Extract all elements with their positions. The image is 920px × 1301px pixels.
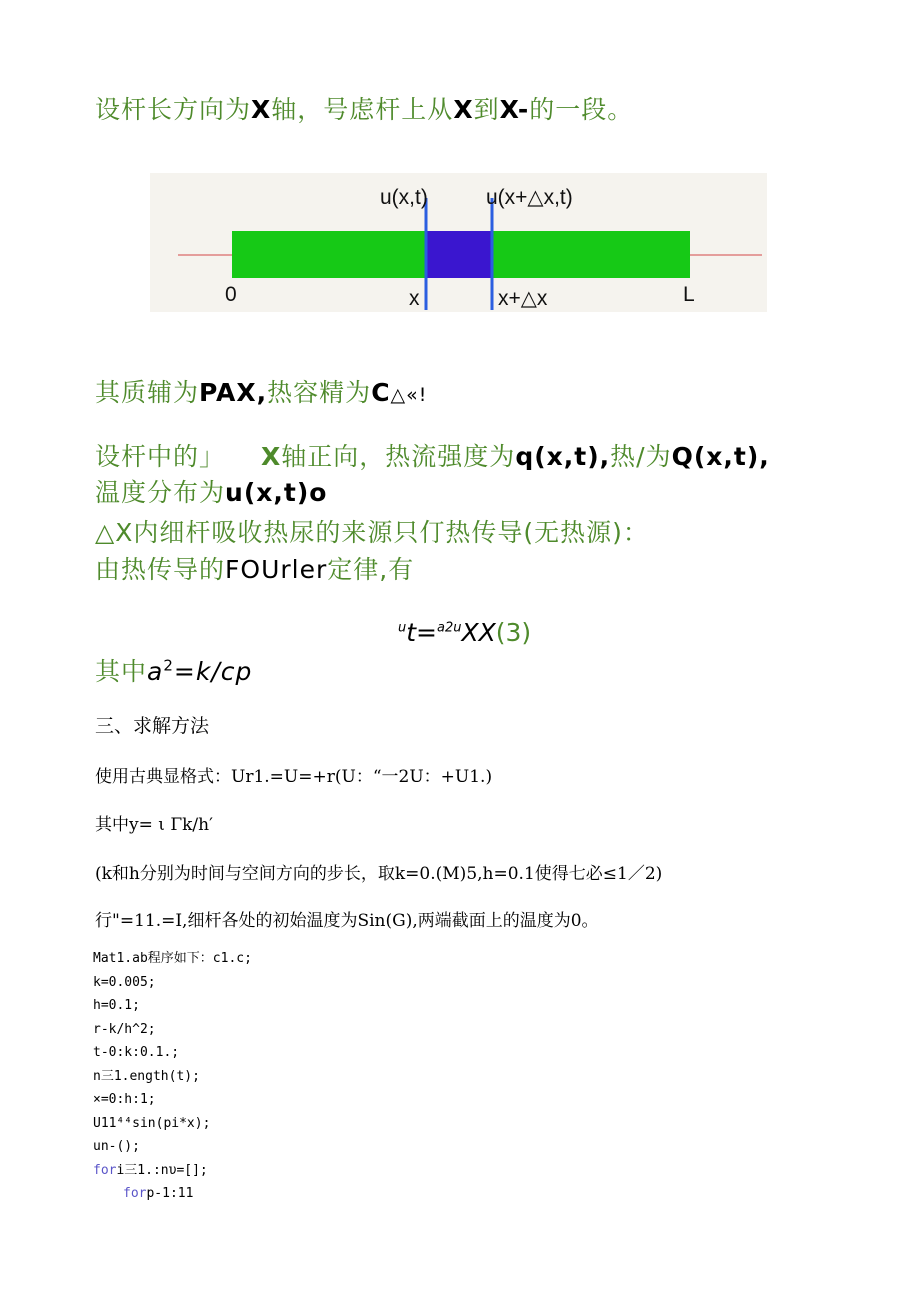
heat-flux-line: 设杆中的」 X轴正向，热流强度为q(x,t),热/为Q(x,t),: [95, 442, 770, 471]
section-title: 三、求解方法: [95, 715, 210, 737]
code-line: fori三1.:nυ=[];: [93, 1162, 208, 1178]
matlab-code: [93, 947, 252, 1206]
temperature-line: 温度分布为u(x,t)o: [95, 478, 328, 507]
code-line: n三1.ength(t);: [93, 1068, 200, 1084]
tick-0: 0: [225, 283, 237, 306]
code-line: un-();: [93, 1139, 140, 1154]
label-u-x-t: u(x,t): [380, 186, 428, 209]
mass-line: 其质辅为PAX,热容精为C△«!: [95, 378, 428, 407]
tick-x-plus-dx: x+△x: [498, 287, 548, 310]
code-line: Mat1.ab程序如下：c1.c;: [93, 951, 252, 966]
step-note-text: (k和h分别为时间与空间方向的步长，取k=0.(M)5,h=0.1使得七必≤1／2): [95, 864, 663, 884]
keyword-for: for: [93, 1162, 117, 1178]
tick-x: x: [409, 287, 420, 310]
code-line: t-0:k:0.1.;: [93, 1045, 180, 1060]
intro-line: 设杆长方向为X轴，号虑杆上从X到X-的一段。: [95, 95, 634, 124]
where-r-text: 其中y= ι Γk∕h′: [95, 815, 213, 835]
fourier-line: 由热传导的FOUrler定律,有: [95, 555, 415, 584]
code-line: ×=0:h:1;: [93, 1092, 156, 1107]
code-line: forp-1:11: [123, 1186, 194, 1201]
initial-condition-text: 行"=11.=I,细杆各处的初始温度为Sin(G),两端截面上的温度为0。: [95, 911, 599, 931]
keyword-for: for: [123, 1186, 147, 1201]
rod-segment: [426, 231, 492, 278]
code-line: r-k/h^2;: [93, 1021, 156, 1037]
heat-source-line: △X内细杆吸收热尿的来源只仃热传导(无热源)：: [95, 518, 649, 547]
code-line: h=0.1;: [93, 998, 140, 1013]
rod-diagram: [150, 173, 767, 312]
explicit-scheme-text: 使用古典显格式：Ur1.=U=+r(U：“一2U：+U1.): [95, 767, 493, 787]
code-line: k=0.005;: [93, 974, 156, 990]
tick-L: L: [683, 283, 695, 306]
code-line: U11⁴⁴sin(pi*x);: [93, 1115, 211, 1131]
label-u-x-dx-t: u(x+△x,t): [486, 186, 573, 209]
coefficient-line: 其中$a^2=k∕cp$: [95, 656, 253, 686]
heat-equation: $^u$t=$^{a2u}$XX(3): [398, 618, 532, 647]
